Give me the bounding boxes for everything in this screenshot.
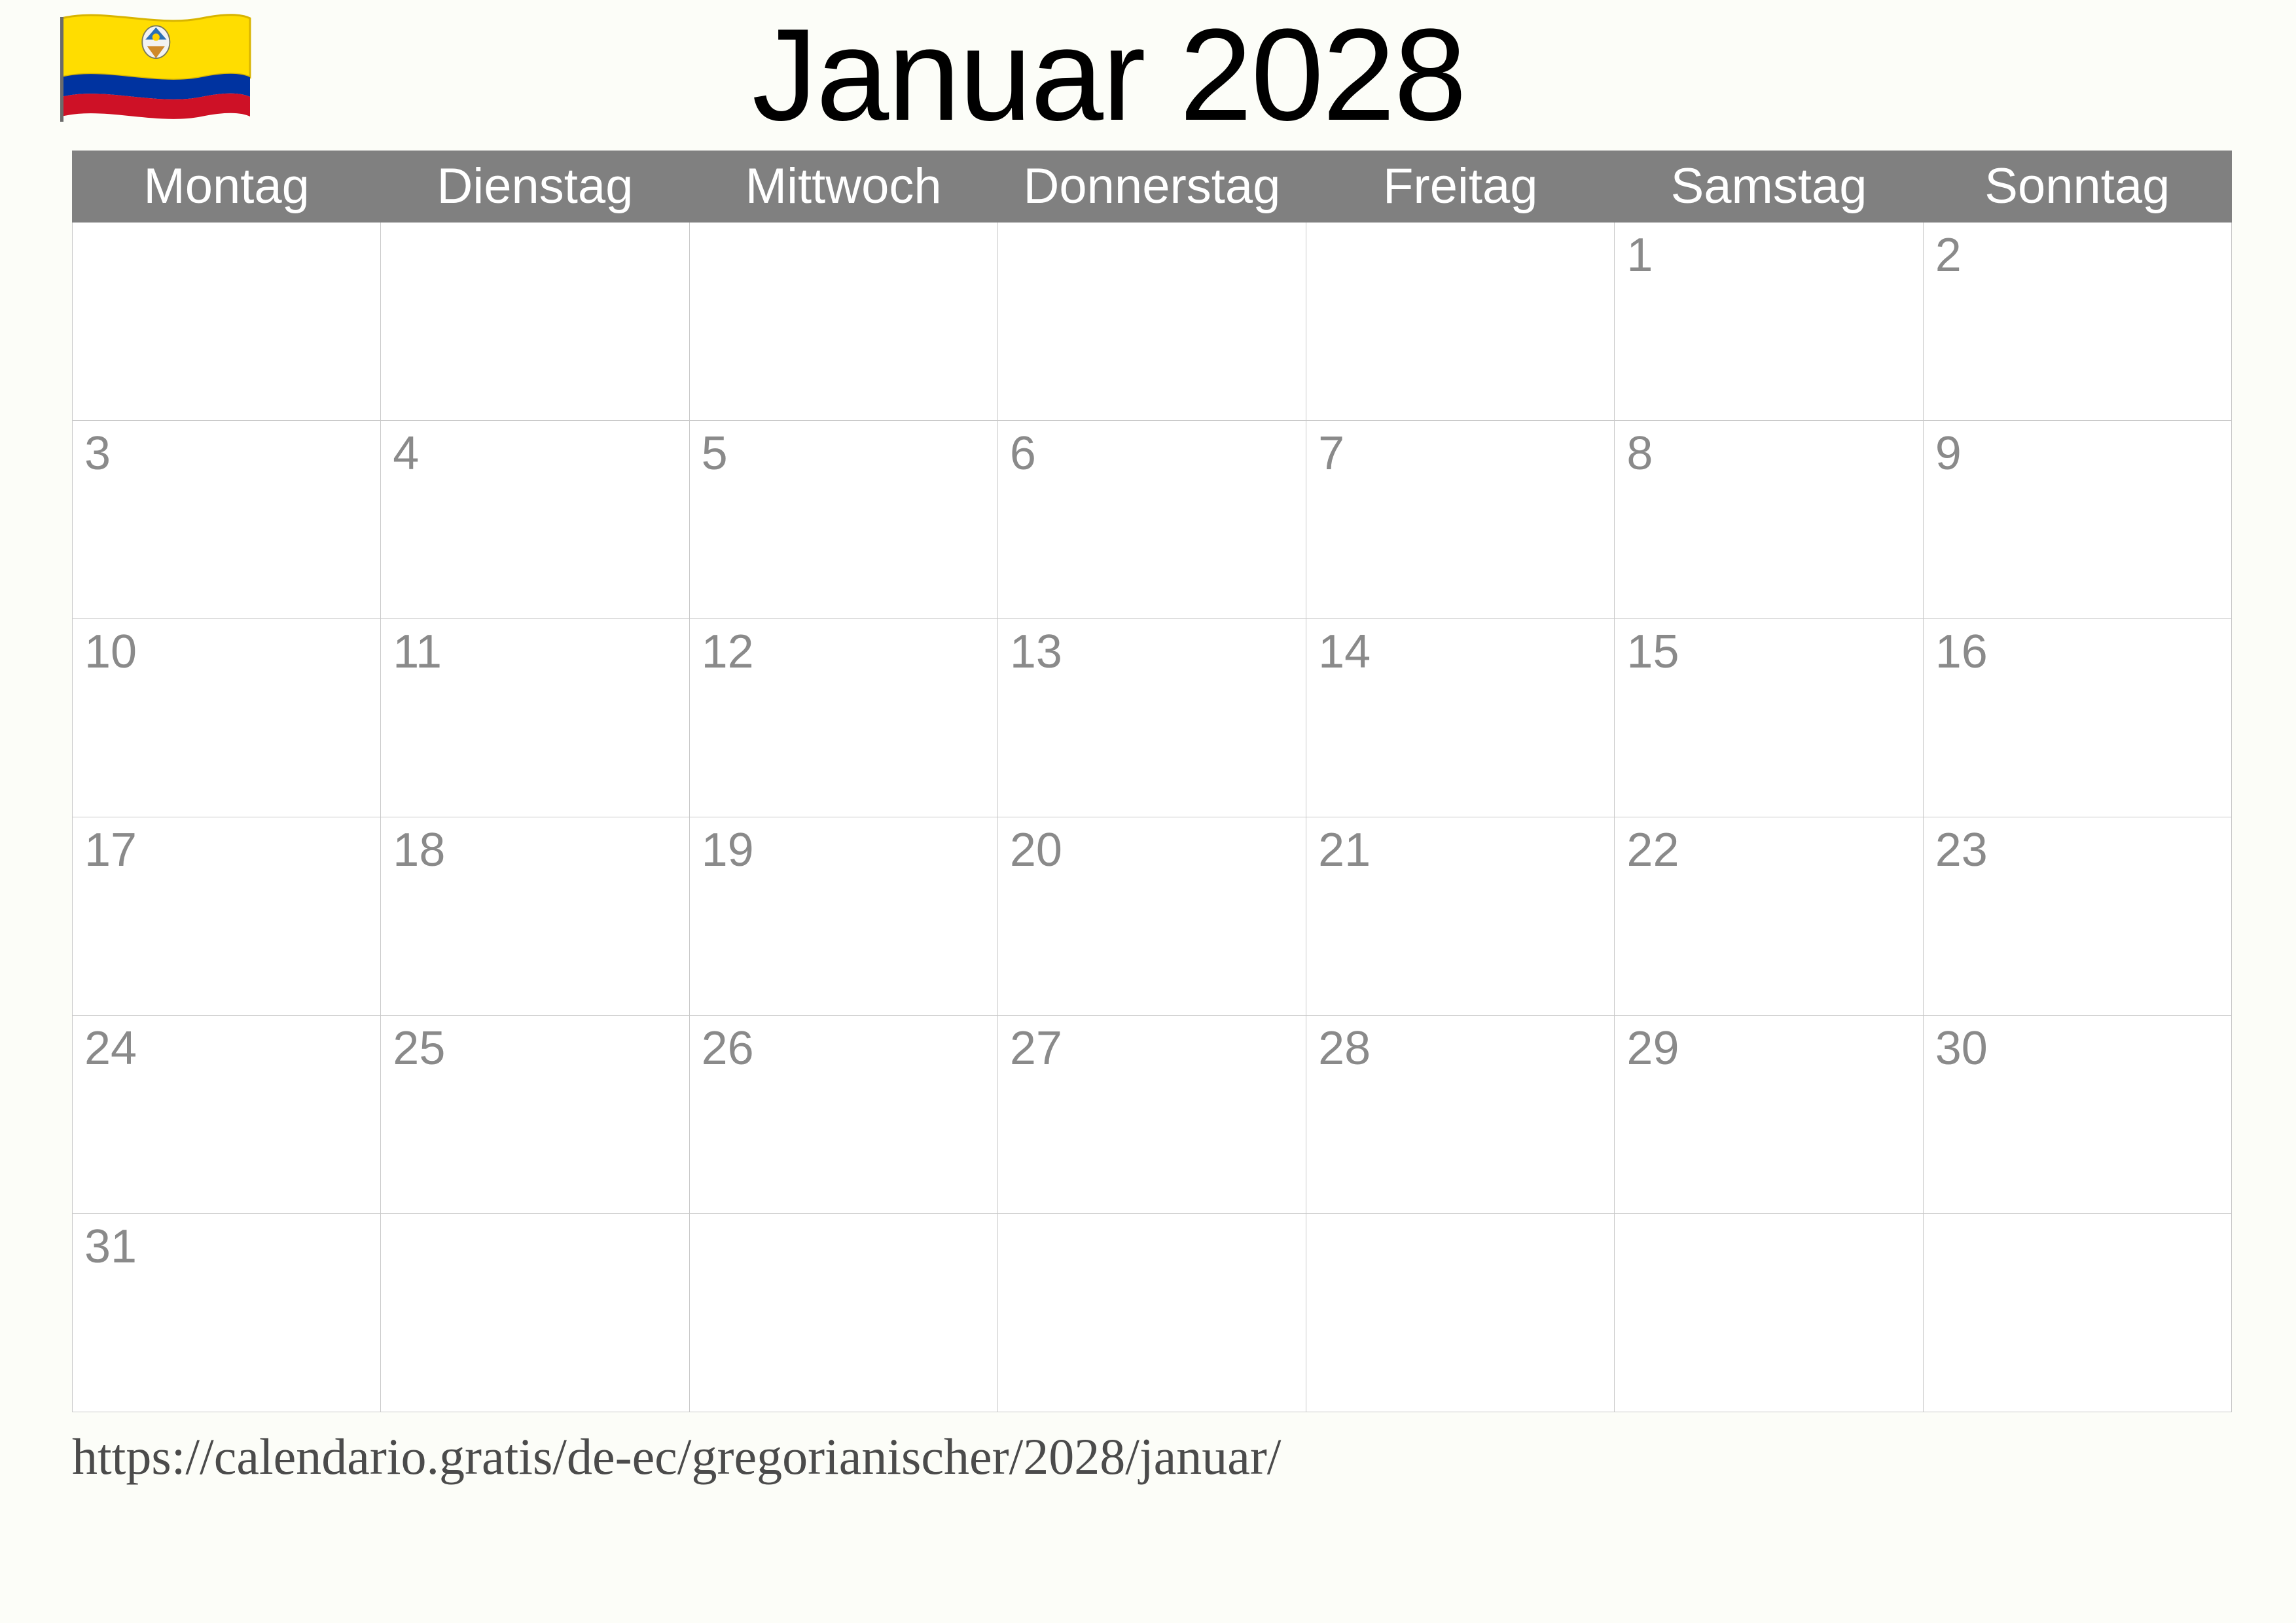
- weekday-header-saturday: Samstag: [1615, 151, 1923, 223]
- calendar-week-row: [73, 817, 2232, 1016]
- day-cell: 5: [689, 421, 997, 619]
- day-cell: [1615, 1214, 1923, 1412]
- weekday-header-tuesday: Dienstag: [381, 151, 689, 223]
- calendar-table: [72, 151, 2232, 1412]
- day-cell: 31: [73, 1214, 381, 1412]
- day-cell: [997, 223, 1306, 421]
- day-cell: 14: [1306, 619, 1615, 817]
- day-cell: 26: [689, 1016, 997, 1214]
- day-cell: [73, 223, 381, 421]
- day-cell: 3: [73, 421, 381, 619]
- day-cell: 20: [997, 817, 1306, 1016]
- calendar-week-row: [73, 1016, 2232, 1214]
- day-cell: 9: [1923, 421, 2231, 619]
- day-cell: 4: [381, 421, 689, 619]
- day-cell: 16: [1923, 619, 2231, 817]
- day-cell: 12: [689, 619, 997, 817]
- day-cell: 11: [381, 619, 689, 817]
- page-header: [0, 0, 2296, 151]
- day-cell: 25: [381, 1016, 689, 1214]
- day-cell: 2: [1923, 223, 2231, 421]
- day-cell: 28: [1306, 1016, 1615, 1214]
- day-cell: 7: [1306, 421, 1615, 619]
- calendar-week-row: [73, 619, 2232, 817]
- day-cell: 18: [381, 817, 689, 1016]
- source-url[interactable]: https://calendario.gratis/de-ec/gregorianischer/2028/januar/: [72, 1428, 1282, 1485]
- day-cell: 27: [997, 1016, 1306, 1214]
- day-cell: 15: [1615, 619, 1923, 817]
- day-cell: 1: [1615, 223, 1923, 421]
- day-cell: 6: [997, 421, 1306, 619]
- day-cell: 19: [689, 817, 997, 1016]
- day-cell: 30: [1923, 1016, 2231, 1214]
- weekday-header-monday: Montag: [73, 151, 381, 223]
- ecuador-flag-icon: [58, 9, 254, 130]
- weekday-header-friday: Freitag: [1306, 151, 1615, 223]
- page-title: Januar 2028: [751, 2, 1465, 148]
- day-cell: [381, 223, 689, 421]
- calendar-week-row: [73, 1214, 2232, 1412]
- day-cell: [1306, 223, 1615, 421]
- day-cell: 23: [1923, 817, 2231, 1016]
- day-cell: 29: [1615, 1016, 1923, 1214]
- day-cell: [689, 1214, 997, 1412]
- weekday-header-sunday: Sonntag: [1923, 151, 2231, 223]
- day-cell: [689, 223, 997, 421]
- day-cell: [381, 1214, 689, 1412]
- calendar-header-row: [73, 151, 2232, 223]
- weekday-header-wednesday: Mittwoch: [689, 151, 997, 223]
- day-cell: [1306, 1214, 1615, 1412]
- calendar-week-row: [73, 421, 2232, 619]
- day-cell: 13: [997, 619, 1306, 817]
- day-cell: 21: [1306, 817, 1615, 1016]
- day-cell: 24: [73, 1016, 381, 1214]
- day-cell: 8: [1615, 421, 1923, 619]
- day-cell: 17: [73, 817, 381, 1016]
- calendar-week-row: [73, 223, 2232, 421]
- day-cell: [1923, 1214, 2231, 1412]
- weekday-header-thursday: Donnerstag: [997, 151, 1306, 223]
- day-cell: [997, 1214, 1306, 1412]
- day-cell: 10: [73, 619, 381, 817]
- day-cell: 22: [1615, 817, 1923, 1016]
